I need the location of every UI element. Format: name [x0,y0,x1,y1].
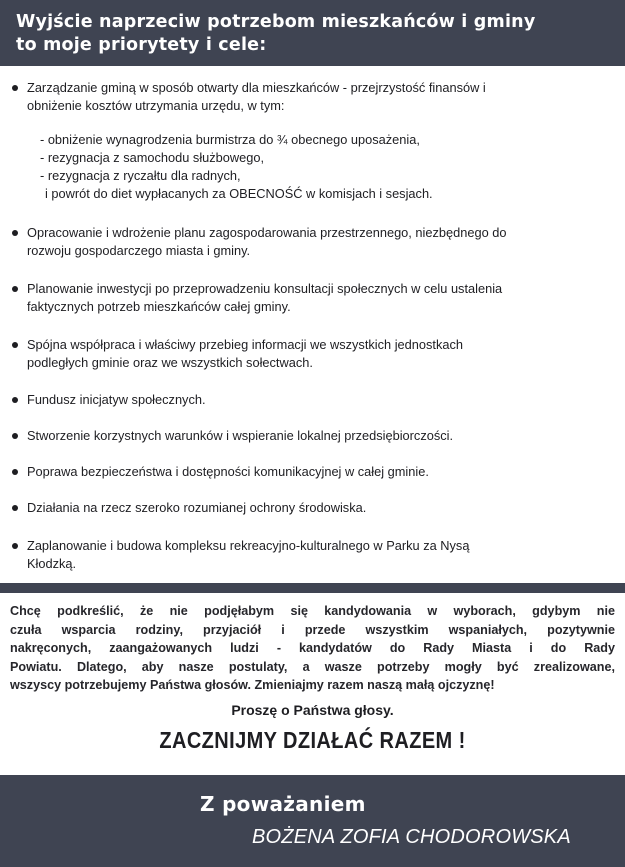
bullet-icon [12,469,18,475]
list-item [10,391,613,409]
list-item [10,499,613,517]
bullet-icon [12,543,18,549]
list-item [10,224,613,260]
appeal-line: nakręconych, zaangażowanych ludzi - kandydatów do Rady Miasta i do Rady [10,641,615,655]
item-line: faktycznych potrzeb mieszkańców całej gminy. [27,299,291,314]
item-line: rozwoju gospodarczego miasta i gminy. [27,243,251,258]
item-line: Stworzenie korzystnych warunków i wspieranie lokalnej przedsiębiorczości. [27,428,454,443]
priorities-list [0,66,625,583]
sub-list [27,131,613,203]
sub-item: i powrót do diet wypłacanych za OBECNOŚĆ w komisjach i sesjach. [45,186,433,201]
sub-item: - obniżenie wynagrodzenia burmistrza do ¾ obecnego uposażenia, [40,132,420,147]
bullet-icon [12,342,18,348]
header-title-line-2: to moje priorytety i cele: [16,35,267,55]
list-item [10,463,613,481]
item-line: Kłodzką. [27,556,77,571]
bullet-icon [12,286,18,292]
item-line: podległych gminie oraz we wszystkich sołectwach. [27,355,313,370]
item-line: obniżenie kosztów utrzymania urzędu, w tym: [27,98,285,113]
header-banner [0,0,625,66]
bullet-icon [12,397,18,403]
list-item [10,427,613,445]
appeal-line: Chcę podkreślić, że nie podjęłabym się kandydowania w wyborach, gdybym nie [10,604,615,618]
item-line: Poprawa bezpieczeństwa i dostępności komunikacyjnej w całej gminie. [27,464,429,479]
appeal-line: wszyscy potrzebujemy Państwa głosów. Zmieniajmy razem naszą małą ojczyznę! [10,678,495,692]
footer-banner [0,775,625,867]
bullet-icon [12,505,18,511]
sub-item: - rezygnacja z samochodu służbowego, [40,150,265,165]
candidate-name: BOŻENA ZOFIA CHODOROWSKA [252,826,571,848]
item-line: Fundusz inicjatyw społecznych. [27,392,206,407]
bullet-icon [12,85,18,91]
appeal-paragraph [10,602,615,695]
item-line: Działania na rzecz szeroko rozumianej ochrony środowiska. [27,500,367,515]
appeal-line: Powiatu. Dlatego, aby nasze postulaty, a wasze potrzeby mogły być zrealizowane, [10,659,615,674]
list-item [10,537,613,573]
vote-request: Proszę o Państwa głosy. [231,701,394,718]
item-line: Spójna współpraca i właściwy przebieg informacji we wszystkich jednostkach [27,337,463,352]
closing-regards: Z poważaniem [200,792,366,816]
item-line: Opracowanie i wdrożenie planu zagospodarowania przestrzennego, niezbędnego do [27,225,507,240]
bullet-icon [12,433,18,439]
sub-item: - rezygnacja z ryczałtu dla radnych, [40,168,241,183]
header-title-line-1: Wyjście naprzeciw potrzebom mieszkańców i gminy [16,12,536,32]
list-item [10,79,613,203]
appeal-section [0,593,625,775]
appeal-line: czuła wsparcia rodziny, przyjaciół i przede wszystkim wspaniałych, pozytywnie [10,622,615,637]
bullet-icon [12,230,18,236]
item-line: Zarządzanie gminą w sposób otwarty dla mieszkańców - przejrzystość finansów i [27,80,486,95]
list-item [10,280,613,316]
section-divider [0,583,625,593]
slogan: ZACZNIJMY DZIAŁAĆ RAZEM ! [159,727,466,754]
list-item [10,336,613,372]
item-line: Planowanie inwestycji po przeprowadzeniu konsultacji społecznych w celu ustalenia [27,281,503,296]
item-line: Zaplanowanie i budowa kompleksu rekreacyjno-kulturalnego w Parku za Nysą [27,538,470,553]
